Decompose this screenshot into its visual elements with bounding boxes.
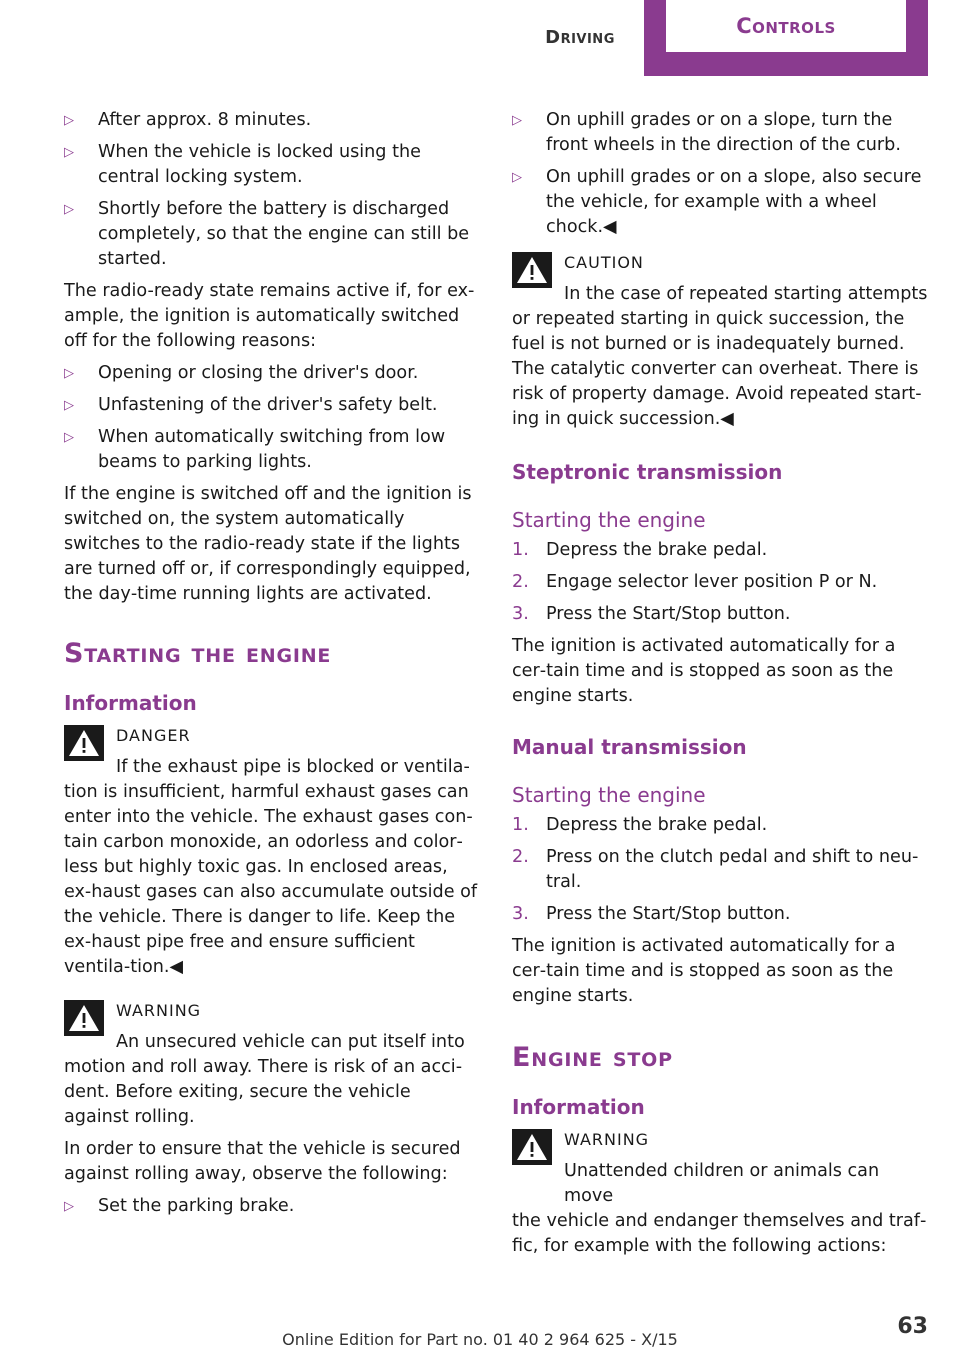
triangle-right-icon: ▷ xyxy=(64,430,74,445)
list-item: ▷ On uphill grades or on a slope, also secure the vehicle, for example with a wheel chock.◀ xyxy=(512,167,922,237)
triangle-right-icon: ▷ xyxy=(512,113,522,128)
notice-label: CAUTION xyxy=(564,253,644,272)
triangle-right-icon: ▷ xyxy=(512,170,522,185)
list-item: 3. Press the Start/Stop button. xyxy=(512,904,791,924)
paragraph: If the engine is switched off and the ignition is switched on, the system automatically switches to the radio-ready state if the lights are turned off or, if correspondingly equipped, the day‐time running lights are activated. xyxy=(64,484,472,604)
list-item: 3. Press the Start/Stop button. xyxy=(512,604,791,624)
notice-text: In the case of repeated starting attempts xyxy=(564,284,928,304)
list-item: ▷ When automatically switching from low beams to parking lights. xyxy=(64,427,446,472)
list-item: ▷ On uphill grades or on a slope, turn the front wheels in the direction of the curb. xyxy=(512,110,901,155)
subsection-heading: Information xyxy=(64,691,197,715)
header-tabs xyxy=(516,0,928,76)
notice-label: DANGER xyxy=(116,726,191,745)
right-column xyxy=(512,108,928,1266)
list-item: ▷ Shortly before the battery is discharged completely, so that the engine can still be started. xyxy=(64,199,470,269)
chapter-tab-label: Controls xyxy=(666,0,906,52)
warning-notice xyxy=(64,998,480,1130)
notice-text: tion is insufficient, harmful exhaust gases can enter into the vehicle. The exhaust gases con‐tain carbon monoxide, an odorless and color‐less but highly toxic gas. In enclosed areas, ex‐haust gases can also accumulate outside of the vehicle. There is danger to life. Keep the ex‐haust pipe free and ensure sufficient ventila‐tion.◀ xyxy=(64,782,478,977)
list-item: ▷ Opening or closing the driver's door. xyxy=(64,361,480,386)
section-heading: Engine stop xyxy=(512,1042,673,1073)
notice-text: If the exhaust pipe is blocked or ventila‐ xyxy=(116,757,470,777)
paragraph: The ignition is activated automatically for a cer‐tain time and is stopped as soon as the engine starts. xyxy=(512,936,896,1006)
list-item: ▷ Set the parking brake. xyxy=(64,1194,480,1219)
subsubsection-heading: Starting the engine xyxy=(512,783,706,807)
paragraph: The radio-ready state remains active if, for ex‐ample, the ignition is automatically switched off for the following reasons: xyxy=(64,281,475,351)
notice-text: Unattended children or animals can move xyxy=(564,1161,880,1206)
list-item: ▷ Unfastening of the driver's safety belt. xyxy=(64,393,480,418)
chapter-tab[interactable] xyxy=(644,0,928,76)
list-item: 1. Depress the brake pedal. xyxy=(512,815,768,835)
danger-notice xyxy=(64,723,480,980)
notice-text: or repeated starting in quick succession, the fuel is not burned or is inadequately burned. The catalytic converter can overheat. There is risk of property damage. Avoid repeated start‐ing in quick succession.◀ xyxy=(512,309,922,429)
caution-notice xyxy=(512,250,928,432)
triangle-right-icon: ▷ xyxy=(64,145,74,160)
notice-label: WARNING xyxy=(564,1130,650,1149)
triangle-right-icon: ▷ xyxy=(64,113,74,128)
list-item: 1. Depress the brake pedal. xyxy=(512,540,768,560)
triangle-right-icon: ▷ xyxy=(64,202,74,217)
left-column xyxy=(64,108,480,1226)
subsection-heading: Manual transmission xyxy=(512,735,747,759)
paragraph: The ignition is activated automatically for a cer‐tain time and is stopped as soon as the engine starts. xyxy=(512,636,896,706)
triangle-right-icon: ▷ xyxy=(64,366,74,381)
notice-text: the vehicle and endanger themselves and traf‐fic, for example with the following actions: xyxy=(512,1211,927,1256)
section-heading: Starting the engine xyxy=(64,638,332,669)
subsubsection-heading: Starting the engine xyxy=(512,508,706,532)
section-tab[interactable] xyxy=(516,0,644,72)
warning-notice xyxy=(512,1127,928,1259)
paragraph: In order to ensure that the vehicle is secured against rolling away, observe the following: xyxy=(64,1139,461,1184)
list-item: 2. Press on the clutch pedal and shift to neu‐tral. xyxy=(512,847,919,892)
section-tab-label: Driving xyxy=(545,26,615,48)
triangle-right-icon: ▷ xyxy=(64,398,74,413)
warning-triangle-icon xyxy=(64,725,104,761)
triangle-right-icon: ▷ xyxy=(64,1199,74,1214)
notice-label: WARNING xyxy=(116,1001,202,1020)
subsection-heading: Information xyxy=(512,1095,645,1119)
list-item: ▷ After approx. 8 minutes. xyxy=(64,108,480,133)
notice-text: An unsecured vehicle can put itself into xyxy=(116,1032,465,1052)
subsection-heading: Steptronic transmission xyxy=(512,460,783,484)
list-item: ▷ When the vehicle is locked using the central locking system. xyxy=(64,142,421,187)
notice-text: motion and roll away. There is risk of an acci‐dent. Before exiting, secure the vehicle against rolling. xyxy=(64,1057,463,1127)
page-number: 63 xyxy=(897,1314,928,1339)
footer-edition: Online Edition for Part no. 01 40 2 964 625 - X/15 xyxy=(282,1330,678,1349)
warning-triangle-icon xyxy=(64,1000,104,1036)
warning-triangle-icon xyxy=(512,252,552,288)
warning-triangle-icon xyxy=(512,1129,552,1165)
list-item: 2. Engage selector lever position P or N. xyxy=(512,572,878,592)
